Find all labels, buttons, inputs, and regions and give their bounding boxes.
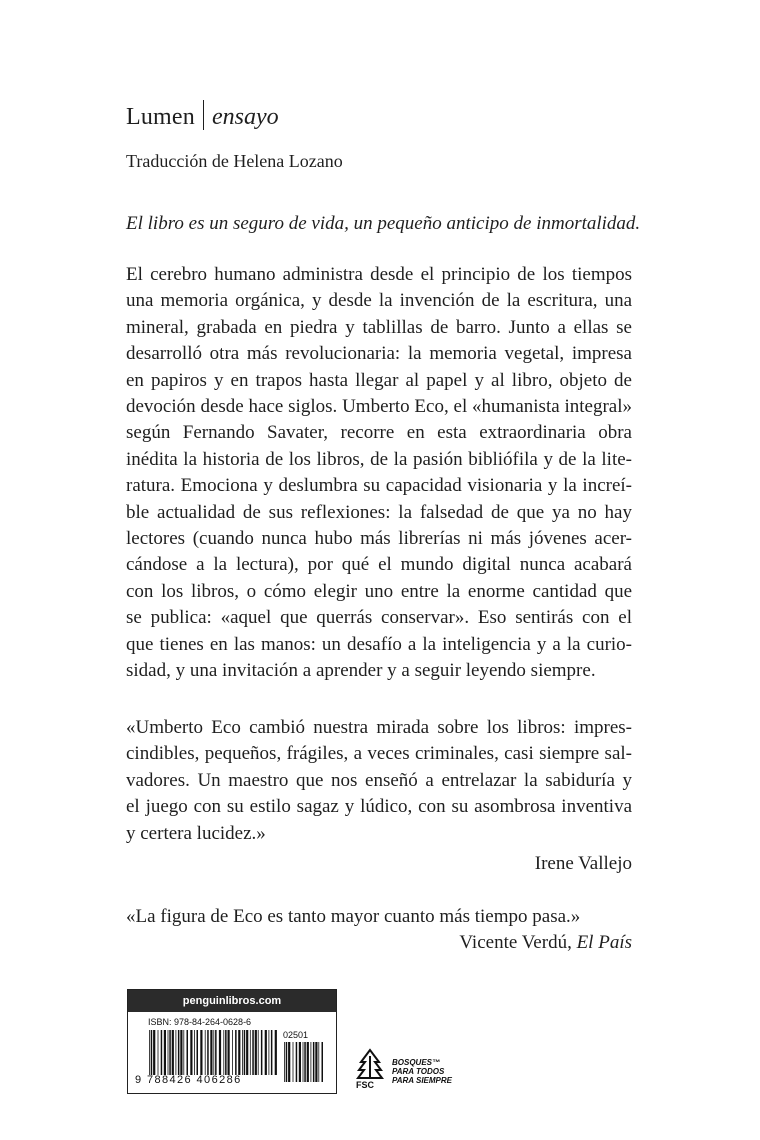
barcode-bar <box>176 1030 177 1075</box>
barcode-bar <box>299 1042 301 1082</box>
publisher-name: Lumen <box>126 104 195 130</box>
blurb-line: mineral, grabada en piedra y tablillas de barro. Junto a ellas se <box>126 316 632 338</box>
barcode-bar <box>238 1030 240 1075</box>
translation-credit: Traducción de Helena Lozano <box>126 151 343 171</box>
review-quote-vallejo <box>126 715 632 877</box>
quote-author: Irene Vallejo <box>534 853 632 875</box>
barcode-bar <box>271 1030 273 1075</box>
barcode-main-bars <box>148 1030 278 1075</box>
publisher-brand <box>126 100 279 134</box>
blurb-line: se publica: «aquel que querrás conservar». Eso sentirás con el <box>126 607 632 629</box>
quote-line: «Umberto Eco cambió nuestra mirada sobre los libros: impres- <box>126 717 632 738</box>
quote-author: Vicente Verdú, <box>459 932 572 954</box>
blurb-line: devoción desde hace siglos. Umberto Eco, el «humanista integral» <box>126 396 632 418</box>
barcode-bar <box>318 1042 319 1082</box>
barcode-bar <box>223 1030 224 1075</box>
barcode-bar <box>265 1030 267 1075</box>
barcode-bar <box>178 1030 180 1075</box>
barcode-bar <box>210 1030 212 1075</box>
barcode-bar <box>242 1030 243 1075</box>
blurb-line: inédita la historia de los libros, de la pasión bibliófila y de la lite- <box>126 448 632 470</box>
barcode-bar <box>275 1030 277 1075</box>
isbn-label: ISBN: 978-84-264-0628-6 <box>148 1017 252 1027</box>
barcode-bar <box>161 1030 163 1075</box>
barcode-addon-number: 02501 <box>283 1030 309 1040</box>
fsc-logo <box>352 1048 462 1094</box>
quote-line: cindibles, pequeños, frágiles, a veces criminales, casi siempre sal- <box>126 743 632 765</box>
barcode-bar <box>313 1042 315 1082</box>
tagline: El libro es un seguro de vida, un pequeño anticipo de inmortalidad. <box>126 213 641 234</box>
barcode-bar <box>261 1030 263 1075</box>
blurb-body <box>126 262 632 685</box>
barcode-bar <box>304 1042 306 1082</box>
barcode-bar <box>187 1030 189 1075</box>
barcode-bar <box>197 1030 199 1075</box>
barcode-bar <box>225 1030 227 1075</box>
blurb-line: lectores (cuando nunca hubo más librerías ni más jóvenes acer- <box>126 528 632 550</box>
barcode-bar <box>153 1030 155 1075</box>
barcode-bar <box>158 1030 159 1075</box>
blurb-line: El cerebro humano administra desde el principio de los tiempos <box>126 264 632 285</box>
blurb-line: cándose a la lectura), por qué el mundo digital nunca acabará <box>126 554 632 576</box>
barcode-addon-bars <box>283 1042 327 1082</box>
publisher-website: penguinlibros.com <box>128 990 336 1012</box>
barcode-bar <box>303 1042 304 1082</box>
barcode-bar <box>255 1030 257 1075</box>
barcode-bar <box>205 1030 206 1075</box>
barcode-bar <box>293 1042 294 1082</box>
fsc-tree-icon <box>352 1048 388 1082</box>
barcode-bar <box>246 1030 248 1075</box>
blurb-line: sidad, y una invitación a aprender y a seguir leyendo siempre. <box>126 660 596 682</box>
barcode-bar <box>169 1030 171 1075</box>
fsc-slogan-line: PARA SIEMPRE <box>392 1076 453 1085</box>
barcode-block <box>127 989 337 1094</box>
quote-line: el juego con su estilo sagaz y lúdico, con su asombrosa inventiva <box>126 796 632 818</box>
barcode-bar <box>284 1042 285 1082</box>
blurb-line: desarrolló otra más revolucionaria: la memoria vegetal, impresa <box>126 343 632 365</box>
barcode-bar <box>164 1030 166 1075</box>
barcode-bar <box>213 1030 214 1075</box>
blurb-line: con los libros, o cómo elegir uno entre la enorme cantidad que <box>126 580 632 602</box>
barcode-bar <box>235 1030 237 1075</box>
barcode-bar <box>151 1030 153 1075</box>
fsc-label: FSC <box>356 1080 374 1090</box>
barcode-bar <box>228 1030 230 1075</box>
barcode-bar <box>322 1042 324 1082</box>
barcode-bar <box>168 1030 169 1075</box>
barcode-bar <box>252 1030 254 1075</box>
barcode-bar <box>215 1030 217 1075</box>
barcode-bar <box>258 1030 259 1075</box>
barcode-bar <box>180 1030 182 1075</box>
blurb-line: en papiros y en trapos hasta llegar al papel y al libro, objeto de <box>126 369 632 391</box>
barcode-bar <box>288 1042 290 1082</box>
barcode-bar <box>194 1030 195 1075</box>
series-name: ensayo <box>211 104 279 130</box>
blurb-line: ratura. Emociona y deslumbra su capacidad visionaria y la increí- <box>126 475 632 497</box>
barcode-bar <box>296 1042 298 1082</box>
fsc-slogan-line: PARA TODOS <box>392 1067 445 1076</box>
quote-line: «La figura de Eco es tanto mayor cuanto más tiempo pasa.» <box>126 906 581 927</box>
fsc-slogan <box>392 1058 452 1085</box>
blurb-line: una memoria orgánica, y desde la invención de la escritura, una <box>126 290 632 312</box>
barcode-bar <box>172 1030 174 1075</box>
barcode-bar <box>232 1030 233 1075</box>
brand-divider <box>203 100 204 130</box>
fsc-slogan-line: BOSQUES™ <box>392 1058 441 1067</box>
barcode-bar <box>200 1030 202 1075</box>
review-quote-verdu <box>126 904 632 957</box>
barcode-bar <box>244 1030 246 1075</box>
barcode-bar <box>190 1030 192 1075</box>
barcode-bar <box>286 1042 288 1082</box>
barcode-bar <box>219 1030 221 1075</box>
quote-source: El País <box>576 932 632 954</box>
barcode-bar <box>149 1030 150 1075</box>
barcode-bar <box>315 1042 317 1082</box>
blurb-line: según Fernando Savater, recorre en esta extraordinaria obra <box>126 422 632 444</box>
blurb-line: que tienes en las manos: un desafío a la inteligencia y a la curio- <box>126 633 632 655</box>
barcode-digits: 9 788426 406286 <box>135 1074 242 1086</box>
quote-line: vadores. Un maestro que nos enseñó a entrelazar la sabiduría y <box>126 769 632 791</box>
barcode-bar <box>269 1030 270 1075</box>
barcode-bar <box>250 1030 251 1075</box>
quote-attribution <box>126 930 632 956</box>
barcode-bar <box>183 1030 184 1075</box>
blurb-line: ble actualidad de sus reflexiones: la falsedad de que ya no hay <box>126 501 632 523</box>
barcode-bar <box>307 1042 309 1082</box>
quote-line: y certera lucidez.» <box>126 822 266 844</box>
barcode-bar <box>311 1042 312 1082</box>
barcode-bar <box>207 1030 209 1075</box>
